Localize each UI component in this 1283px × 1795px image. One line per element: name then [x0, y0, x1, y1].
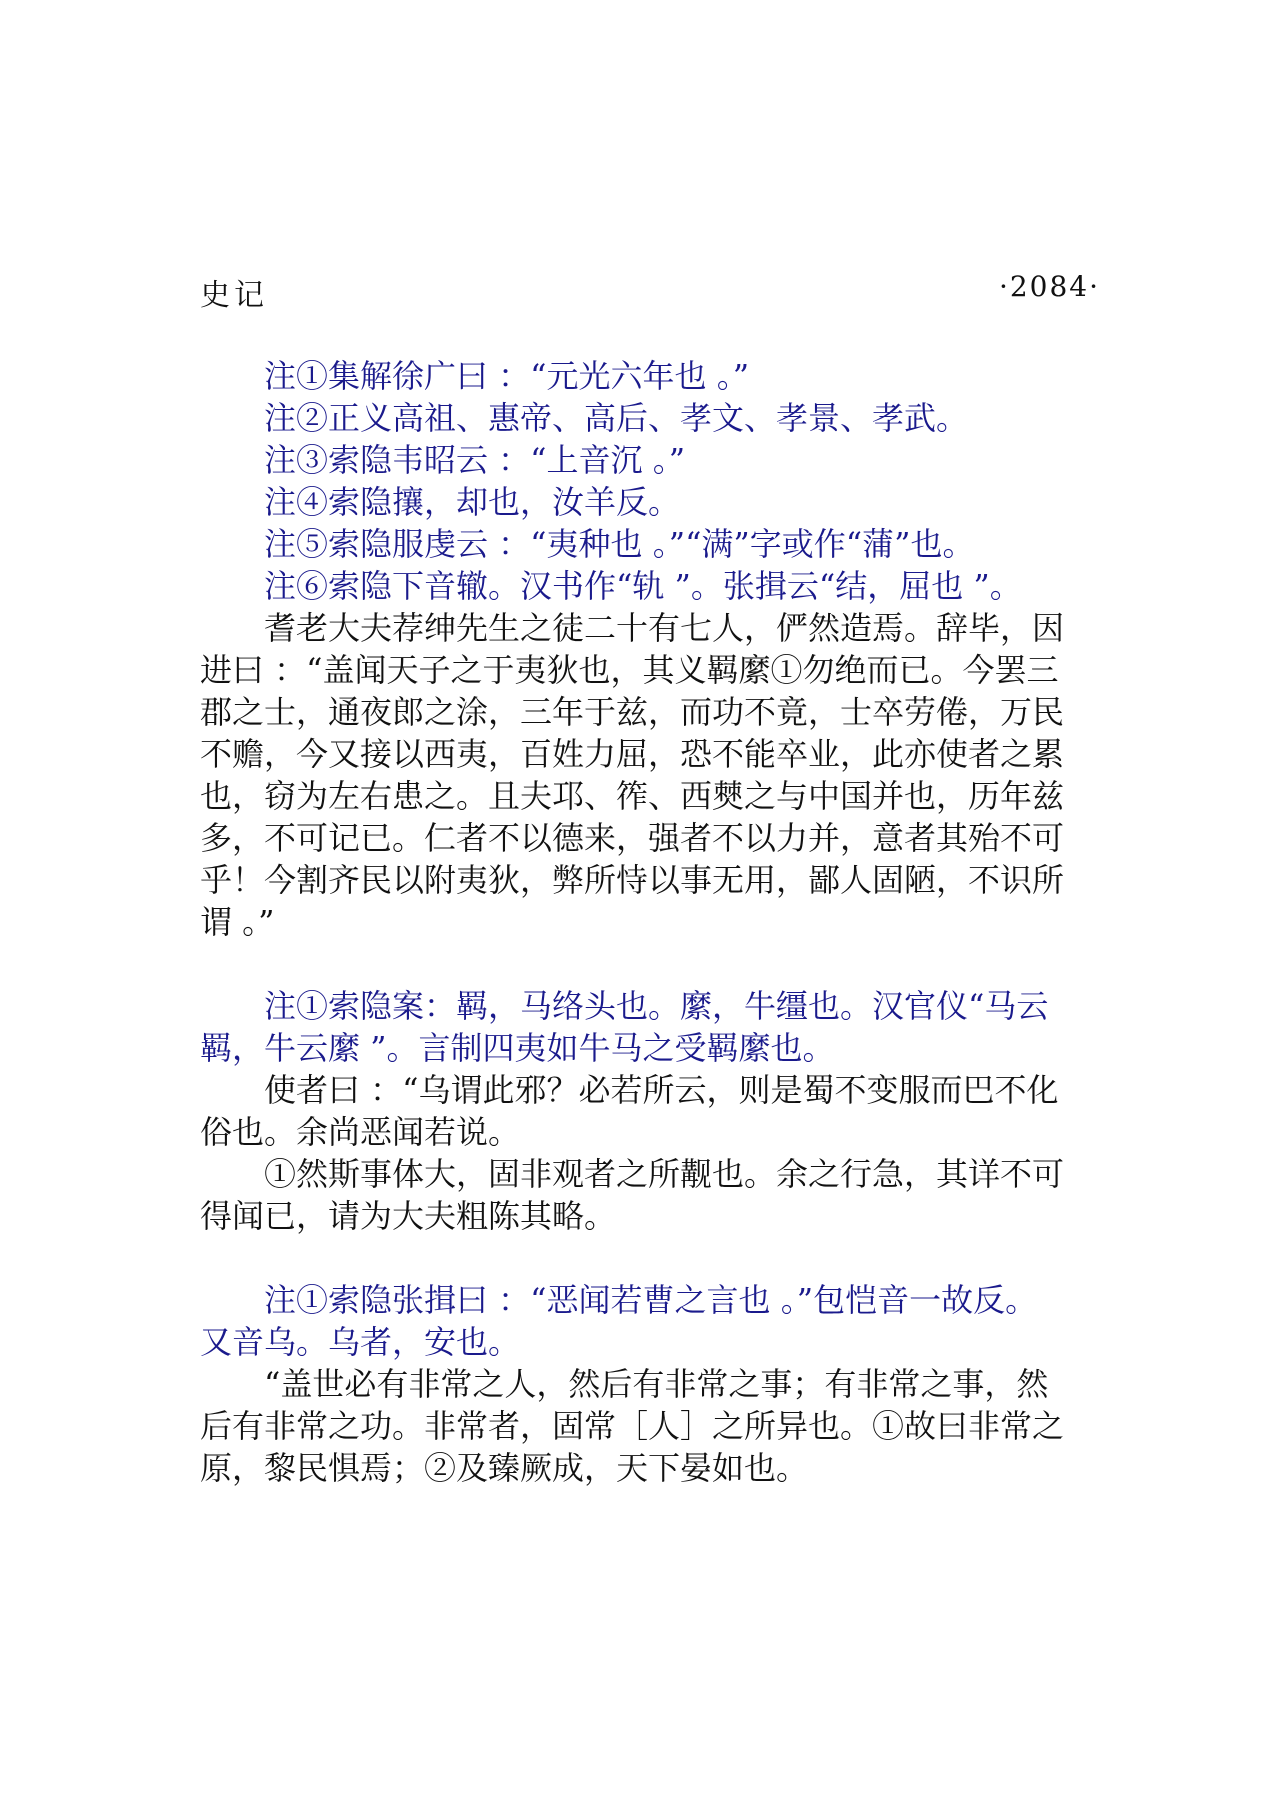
page-number: ·2084· — [998, 270, 1100, 303]
text-line: 乎！今割齐民以附夷狄，弊所恃以事无用，鄙人固陋，不识所 — [200, 861, 1065, 899]
text-line: 郡之士，通夜郎之涂，三年于兹，而功不竟，士卒劳倦，万民 — [200, 693, 1065, 731]
text-line: 谓 。” — [200, 903, 275, 941]
page-header — [200, 270, 1100, 313]
annotation-line: 注③索隐韦昭云 ：“上音沉 。” — [264, 441, 686, 479]
paragraph-gap — [200, 1237, 1100, 1279]
annotation-line: 注①索隐案：羁，马络头也。縻，牛缰也。汉官仪“马云 — [264, 987, 1049, 1025]
text-line: 多，不可记已。仁者不以德来，强者不以力并，意者其殆不可 — [200, 819, 1065, 857]
page-body — [200, 355, 1100, 1489]
text-line: 耆老大夫荐绅先生之徒二十有七人，俨然造焉。辞毕，因 — [264, 609, 1065, 647]
annotation-line: 注①集解徐广曰 ：“元光六年也 。” — [264, 357, 750, 395]
text-line: 也，窃为左右患之。且夫邛、筰、西僰之与中国并也，历年兹 — [200, 777, 1065, 815]
annotation-line: 注②正义高祖、惠帝、高后、孝文、孝景、孝武。 — [264, 399, 969, 437]
paragraph-gap — [200, 943, 1100, 985]
text-line: 不赡，今又接以西夷，百姓力屈，恐不能卒业，此亦使者之累 — [200, 735, 1065, 773]
text-line: ①然斯事体大，固非观者之所觏也。余之行急，其详不可 — [264, 1155, 1065, 1193]
text-line: 进曰 ：“盖闻天子之于夷狄也，其义羁縻①勿绝而已。今罢三 — [200, 651, 1059, 689]
text-line: 使者曰 ：“乌谓此邪？必若所云，则是蜀不变服而巴不化 — [264, 1071, 1059, 1109]
annotation-line: 羁，牛云縻 ”。言制四夷如牛马之受羁縻也。 — [200, 1029, 835, 1067]
annotation-line: 又音乌。乌者，安也。 — [200, 1323, 521, 1361]
annotation-line: 注⑥索隐下音辙。汉书作“轨 ”。张揖云“结，屈也 ”。 — [264, 567, 1022, 605]
text-line: “盖世必有非常之人，然后有非常之事；有非常之事，然 — [264, 1365, 1049, 1403]
text-line: 原，黎民惧焉；②及臻厥成，天下晏如也。 — [200, 1449, 809, 1487]
annotation-line: 注①索隐张揖曰 ：“恶闻若曹之言也 。”包恺音一故反。 — [264, 1281, 1038, 1319]
text-line: 后有非常之功。非常者，固常［人］之所异也。①故曰非常之 — [200, 1407, 1065, 1445]
annotation-line: 注④索隐攘，却也，汝羊反。 — [264, 483, 681, 521]
book-title: 史记 — [200, 278, 268, 313]
text-line: 得闻已，请为大夫粗陈其略。 — [200, 1197, 617, 1235]
text-line: 俗也。余尚恶闻若说。 — [200, 1113, 521, 1151]
annotation-line: 注⑤索隐服虔云 ：“夷种也 。”“满”字或作“蒲”也。 — [264, 525, 975, 563]
